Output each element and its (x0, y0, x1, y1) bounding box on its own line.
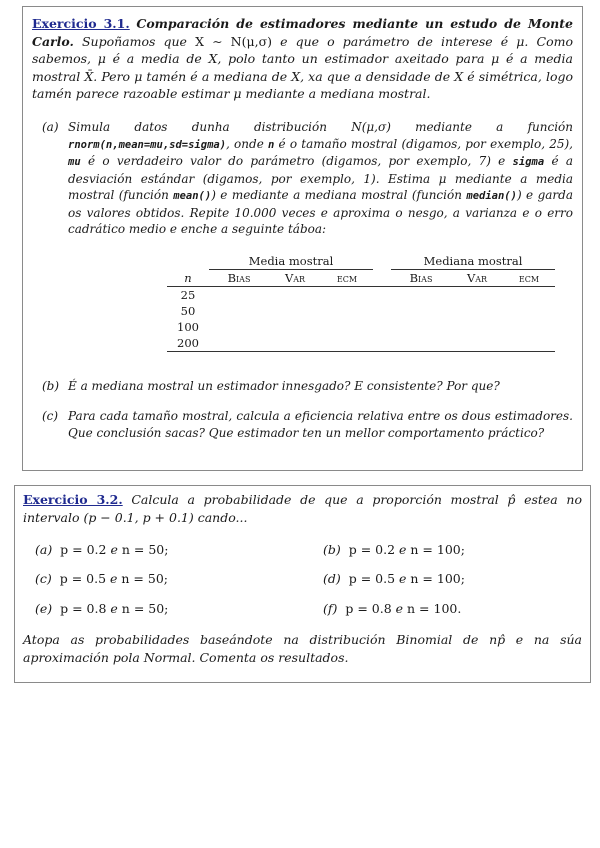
item-b-label: (b) (42, 379, 60, 393)
case-d-label: (d) (323, 571, 341, 586)
col-var-mean: Var (284, 271, 306, 285)
conj: e (110, 601, 118, 616)
case-d-p: p = 0.5 (348, 571, 396, 586)
table-row (167, 303, 555, 319)
item-a-text-7: ) e garda os valores obtidos. Repite 10.000 veces e aproxima o nesgo, a varianza e o erro cadrático medio e enche a seguinte táboa: (68, 188, 573, 236)
conj: e (110, 571, 118, 586)
case-b-p: p = 0.2 (348, 542, 396, 557)
case-b-label: (b) (323, 542, 341, 557)
exercise-3-1-box (22, 6, 583, 471)
col-ecm-mean: ecm (336, 271, 358, 285)
row-n: 50 (180, 304, 196, 318)
exercise-3-1-intro (32, 15, 573, 103)
table-row (167, 319, 555, 335)
exercise-3-2-intro (23, 491, 582, 527)
case-e-p: p = 0.8 (60, 601, 107, 616)
case-a-n: n = 50; (121, 542, 169, 557)
case-e-n: n = 50; (121, 601, 169, 616)
code-rnorm: rnorm(n,mean=mu,sd=sigma) (68, 138, 227, 151)
col-var-median: Var (466, 271, 488, 285)
case-c-label: (c) (35, 571, 52, 586)
results-table (167, 253, 555, 352)
code-mean: mean() (173, 190, 212, 202)
conj: e (399, 571, 407, 586)
exercise-3-2-footer: Atopa as probabilidades baseándote na distribución Binomial de np̂ e na súa aproximación pola Normal. Comenta os resultados. (23, 632, 582, 665)
group-header-median: Mediana mostral (391, 253, 555, 270)
case-d-n: n = 100; (410, 571, 465, 586)
intro-text-1: Supoñamos que (81, 33, 187, 49)
conj: e (110, 542, 118, 557)
case-a (35, 542, 168, 557)
col-ecm-median: ecm (518, 271, 540, 285)
case-e (35, 601, 168, 616)
item-a-text-1: Simula datos dunha distribución N(μ,σ) mediante a función (68, 120, 573, 134)
col-bias-median: Bias (409, 271, 433, 285)
item-a (42, 119, 573, 238)
row-n: 200 (177, 336, 199, 350)
case-b (323, 542, 465, 557)
n-header: n (184, 270, 192, 285)
item-a-text-5: é a desviación estándar (digamos, por exemplo, 1). Estima μ mediante a media mostral (función (68, 154, 573, 202)
case-f-p: p = 0.8 (345, 601, 392, 616)
code-mu: mu (68, 156, 81, 168)
case-e-label: (e) (35, 601, 53, 616)
item-a-text-3: é o tamaño mostral (digamos, por exemplo, 25), (278, 136, 573, 151)
conj: e (399, 542, 407, 557)
item-a-text-4: é o verdadeiro valor do parámetro (digamos, por exemplo, 7) e (87, 154, 506, 168)
item-c-text: Para cada tamaño mostral, calcula a eficiencia relativa entre os dous estimadores. Que conclusión sacas? Que estimador ten un mellor comportamento práctico? (68, 409, 573, 440)
col-bias-mean: Bias (227, 271, 251, 285)
exercise-3-2-intro-text: Calcula a probabilidade de que a proporción mostral p̂ estea no intervalo (p − 0.1, p + 0.1) cando... (23, 492, 582, 525)
exercise-3-2-title: Exercicio 3.2. (23, 492, 123, 507)
item-a-text-2: , onde (226, 136, 264, 151)
table-row (167, 287, 555, 304)
row-n: 100 (177, 320, 199, 334)
case-b-n: n = 100; (410, 542, 465, 557)
case-d (323, 571, 465, 586)
conj: e (395, 601, 404, 616)
case-c-n: n = 50; (121, 571, 168, 586)
code-sigma: sigma (512, 156, 545, 168)
item-a-text-6: ) e mediante a mediana mostral (función (211, 188, 462, 202)
case-a-p: p = 0.2 (60, 542, 107, 557)
code-median: median() (466, 190, 517, 202)
case-c-p: p = 0.5 (59, 571, 107, 586)
row-n: 25 (180, 288, 196, 302)
item-c-label: (c) (42, 409, 59, 423)
exercise-3-2-box (14, 485, 591, 683)
intro-distribution: X ∼ N(μ,σ) (195, 33, 272, 49)
group-header-mean: Media mostral (209, 253, 373, 270)
exercise-3-1-heading: Comparación de estimadores mediante un estudo de Monte Carlo. (32, 16, 573, 49)
code-n: n (268, 138, 275, 151)
case-f-n: n = 100. (407, 601, 462, 616)
item-b-text: É a mediana mostral un estimador innesgado? E consistente? Por que? (68, 379, 500, 393)
item-b (42, 378, 573, 395)
case-a-label: (a) (35, 542, 53, 557)
exercise-3-1-title: Exercicio 3.1. (32, 16, 130, 31)
table-row (167, 335, 555, 352)
item-c (42, 408, 573, 441)
intro-text-2: e que o parámetro de interese é μ. Como sabemos, μ é a media de X, polo tanto un estimador axeitado para μ é a media mostral X̄. Pero μ tamén é a mediana de X, xa que a densidade de X é simétrica, logo tamén parece razoable estimar μ mediante a mediana mostral. (32, 33, 573, 101)
case-f (323, 601, 461, 616)
case-f-label: (f) (323, 601, 338, 616)
item-a-label: (a) (42, 120, 59, 134)
case-c (35, 571, 168, 586)
